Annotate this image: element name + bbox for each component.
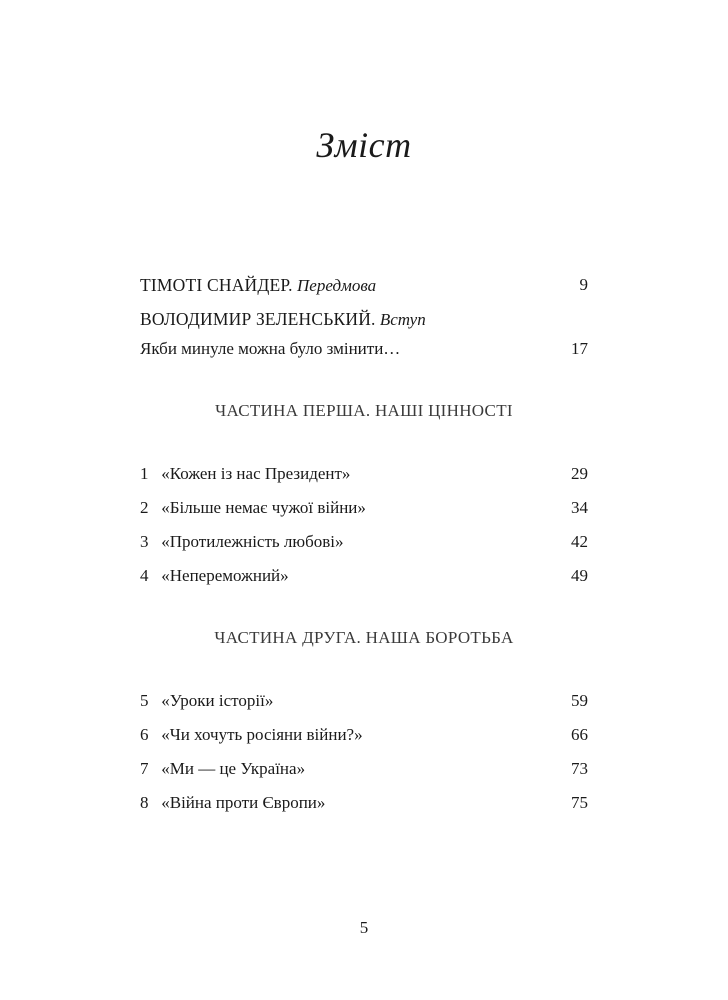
toc-chapter-entry [140,757,588,781]
chapter-page-number: 73 [571,759,588,778]
chapter-page-number: 29 [571,464,588,483]
entry-text: Якби минуле можна було змінити… [140,339,401,358]
chapter-page-number: 34 [571,498,588,517]
toc-chapter-entry [140,723,588,747]
chapter-title: «Протилежність любові» [161,532,344,551]
toc-title: Зміст [316,125,412,165]
toc-chapter-entry [140,462,588,486]
page-number-folio: 5 [359,918,369,937]
chapter-number: 3 [140,532,149,551]
toc-chapter-entry [140,496,588,520]
chapter-page-number: 49 [571,566,588,585]
chapter-page-number: 59 [571,691,588,710]
part-heading: ЧАСТИНА ПЕРША. НАШІ ЦІННОСТІ [215,401,513,420]
chapter-number: 1 [140,464,149,483]
chapter-title: «Непереможний» [161,566,289,585]
chapter-page-number: 66 [571,725,588,744]
chapter-title: «Ми — це Україна» [161,759,306,778]
chapter-title: «Уроки історії» [161,691,274,710]
toc-entry-foreword [140,273,588,297]
entry-label: Вступ [379,310,426,329]
chapter-page-number: 42 [571,532,588,551]
chapter-number: 7 [140,759,149,778]
chapter-page-number: 75 [571,793,588,812]
chapter-title: «Кожен із нас Президент» [161,464,351,483]
part-heading: ЧАСТИНА ДРУГА. НАША БОРОТЬБА [214,628,514,647]
chapter-number: 2 [140,498,149,517]
chapter-number: 6 [140,725,149,744]
chapter-number: 8 [140,793,149,812]
chapter-number: 5 [140,691,149,710]
entry-author: ВОЛОДИМИР ЗЕЛЕНСЬКИЙ. [140,309,376,329]
toc-chapter-entry [140,791,588,815]
toc-entry-introduction [140,307,588,331]
entry-page-number: 17 [571,339,588,358]
chapter-title: «Більше немає чужої війни» [161,498,366,517]
entry-page-number: 9 [579,275,588,294]
toc-chapter-entry [140,530,588,554]
toc-entry-introduction-subtitle [140,337,588,361]
chapter-title: «Чи хочуть росіяни війни?» [161,725,363,744]
chapter-number: 4 [140,566,149,585]
entry-author: ТІМОТІ СНАЙДЕР. [140,275,293,295]
toc-chapter-entry [140,564,588,588]
chapter-title: «Війна проти Європи» [161,793,326,812]
entry-label: Передмова [297,276,377,295]
toc-chapter-entry [140,689,588,713]
